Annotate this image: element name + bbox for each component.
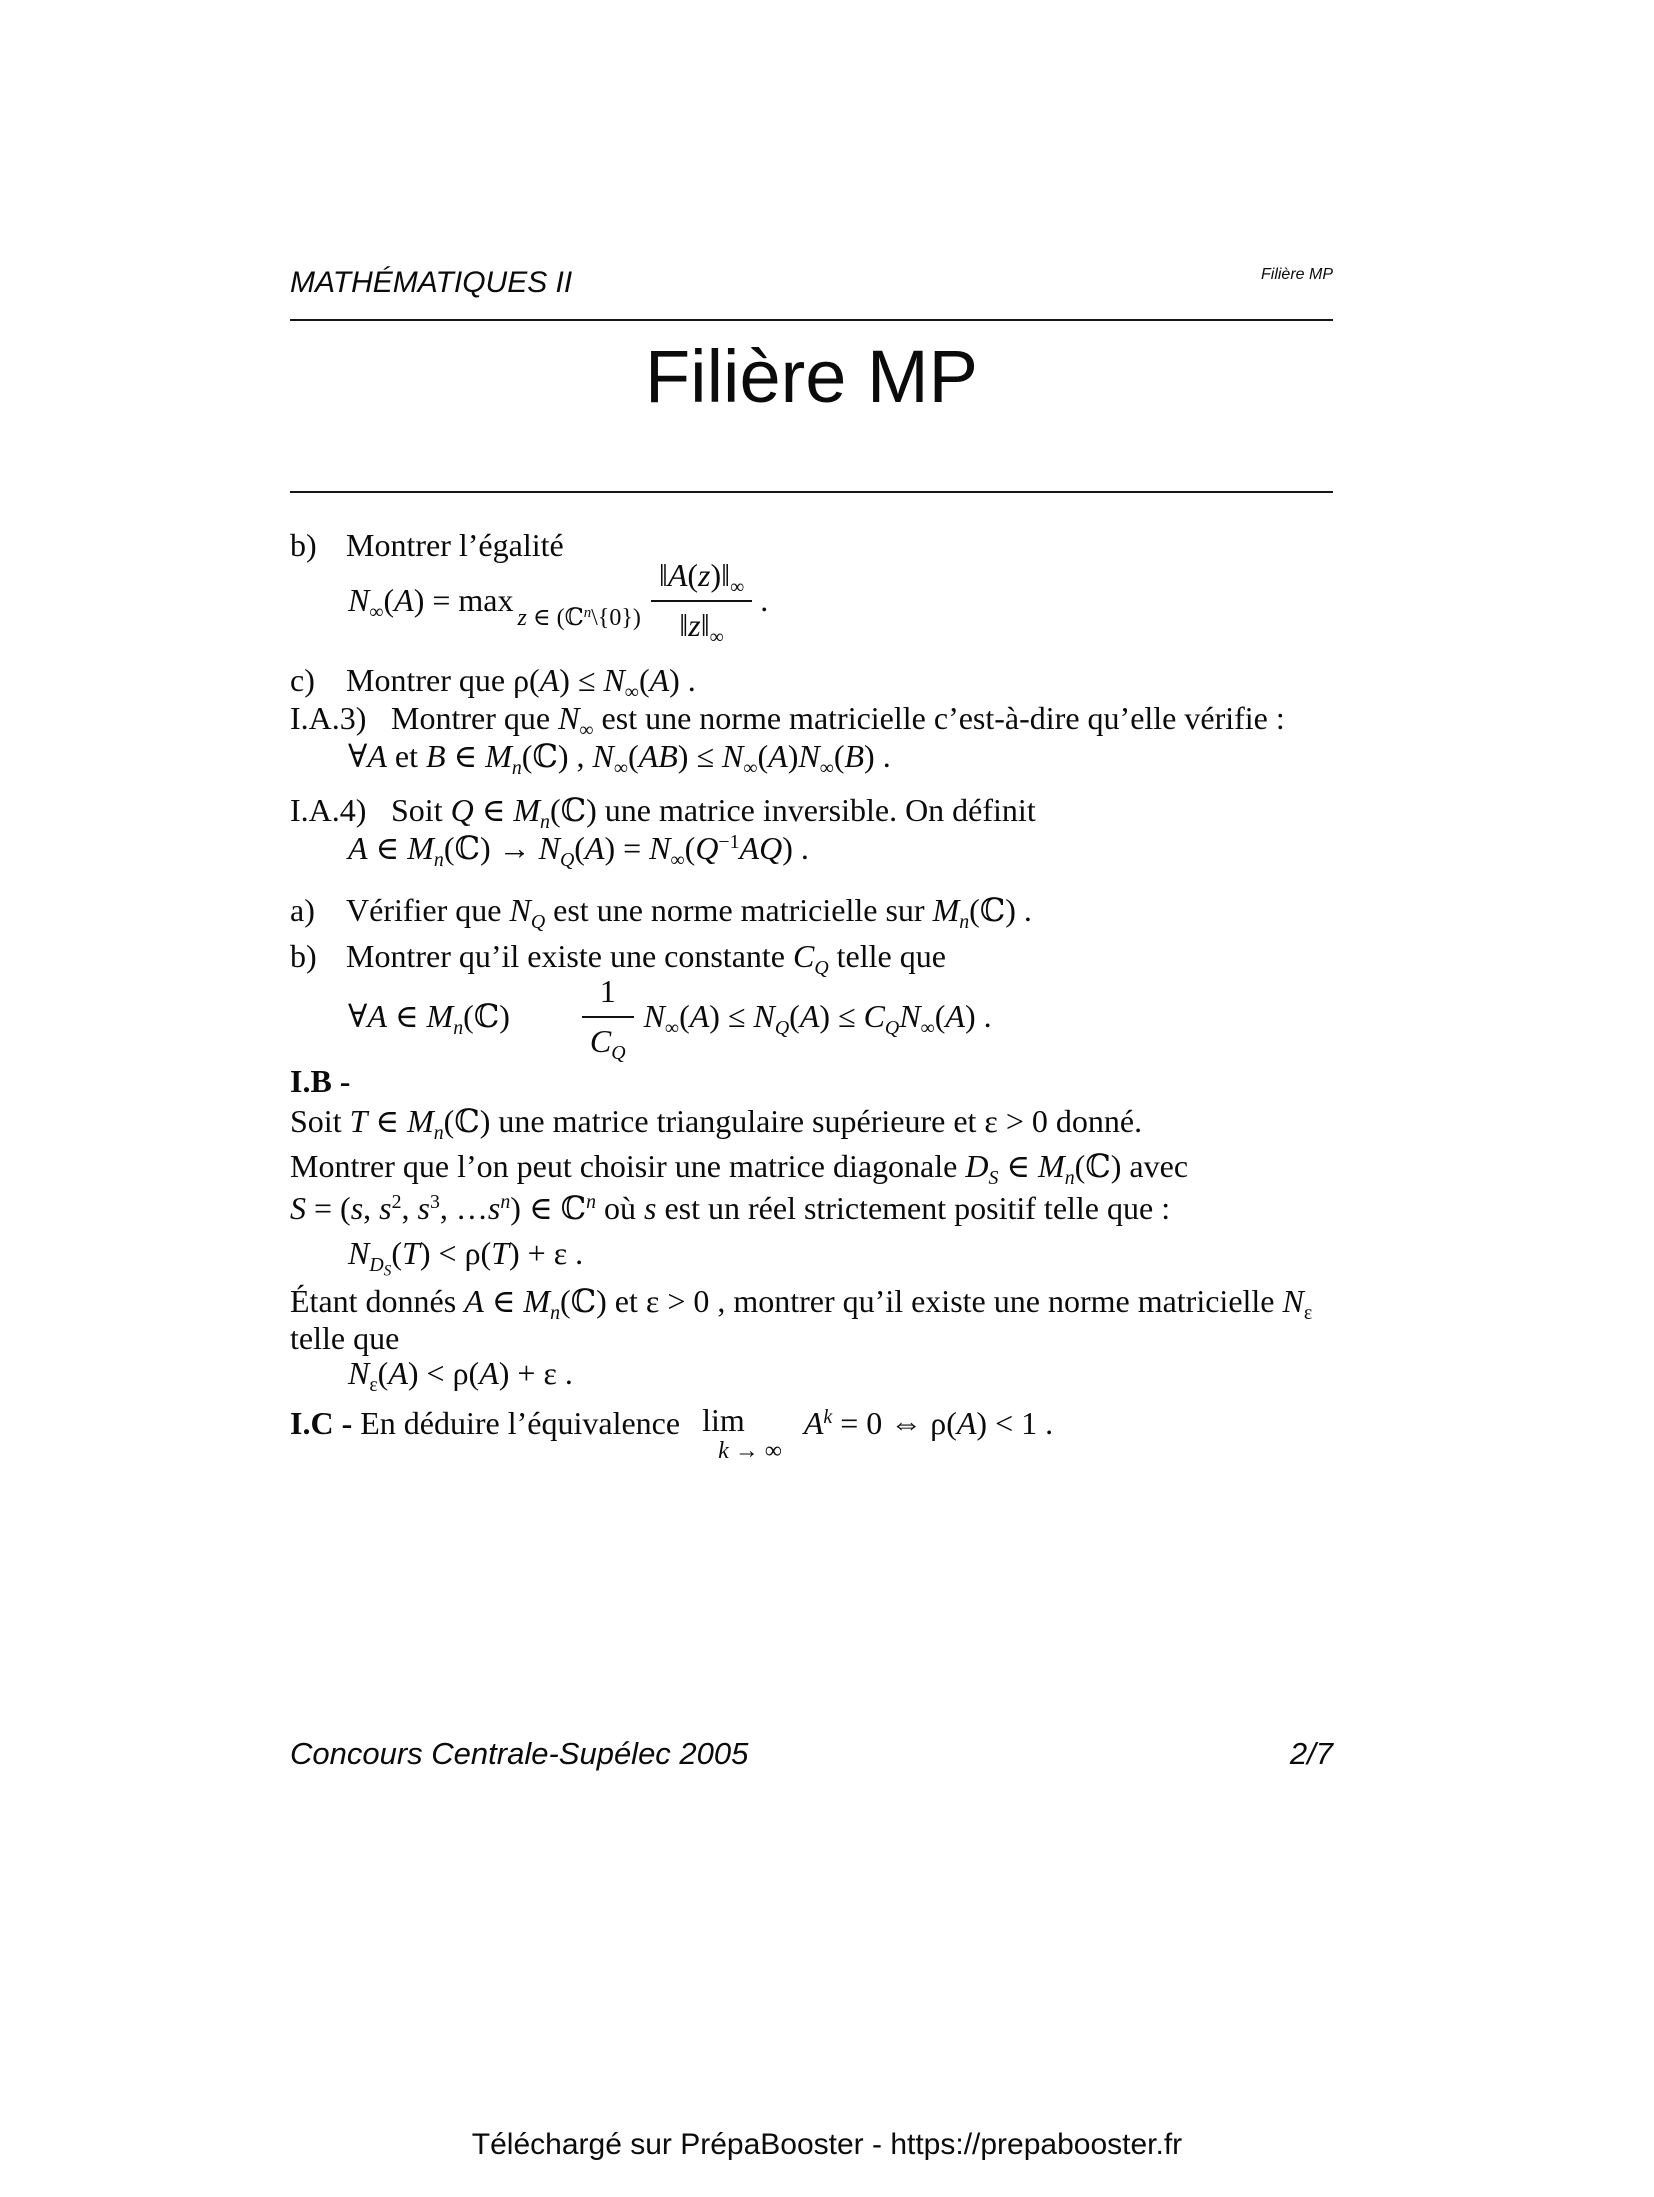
formula-nq-definition: A ∈ $M_n(ℂ) \to N_Q(A) = N_\infty(Q^{-1}AQ)$ . [348, 830, 809, 871]
header-course-title: MATHÉMATIQUES II [290, 266, 573, 299]
formula-norm-max-lhs: $N_\infty(A) = \max$ [348, 582, 514, 623]
section-ic-equivalence: $A^k = 0$ ⇔ ρ(A) < 1 . [803, 1405, 1054, 1441]
formula-nds: $N_{D_S}(T) < \rho(T) + \varepsilon$ . [348, 1235, 584, 1280]
item-c-label: c) [290, 662, 315, 698]
section-ic-text: En déduire l’équivalence [360, 1405, 681, 1441]
ib-paragraph-line1: Soit T ∈ $M_n(ℂ)$ une matrice triangulaire supérieure et ε > 0 donné. [290, 1103, 1143, 1144]
header-rule [290, 319, 1333, 321]
item-ia3-text: Montrer que $N_\infty$ est une norme matricielle c’est-à-dire qu’elle vérifie : [391, 700, 1285, 741]
formula-constant-equivalence [348, 970, 992, 1062]
item-c [290, 660, 696, 703]
item-b2-text: Montrer qu’il existe une constante $C_Q$ telle que [346, 938, 946, 979]
ib-paragraph-line2: Montrer que l’on peut choisir une matrice diagonale $D_S$ ∈ $M_n(ℂ)$ avec [290, 1148, 1189, 1189]
ib-paragraph-line5: telle que [290, 1320, 400, 1356]
limit-subscript: k → ∞ [718, 1438, 782, 1465]
title-rule [290, 491, 1333, 493]
formula-constant-rhs: $N_\infty(A) \le N_Q(A) \le C_QN_\infty(A)$ . [643, 998, 992, 1039]
item-a2 [290, 890, 1032, 933]
formula-nepsilon: $N_\varepsilon(A) < \rho(A) + \varepsilon$ . [348, 1355, 573, 1396]
fraction-denominator: $‖z‖_\infty$ [651, 600, 752, 645]
header-track-label: Filière MP [1260, 266, 1333, 283]
formula-norm-max-fraction [651, 555, 752, 648]
item-ia4-label: I.A.4) [290, 792, 367, 828]
formula-submultiplicative: ∀A et B ∈ $M_n(ℂ)$ , $N_\infty(AB) \le N_\infty(A)N_\infty(B)$ . [348, 738, 891, 779]
item-a2-text: Vérifier que $N_Q$ est une norme matricielle sur $M_n(ℂ)$ . [346, 892, 1032, 933]
item-b1-label: b) [290, 527, 317, 563]
formula-norm-max [348, 552, 768, 648]
item-c-text: Montrer que $\rho(A) \le N_\infty(A)$ . [346, 662, 696, 703]
item-ia4-text: Soit Q ∈ $M_n(ℂ)$ une matrice inversible. On définit [391, 792, 1036, 833]
fraction-numerator: $‖A(z)‖_\infty$ [658, 557, 745, 598]
formula-constant-fraction [582, 971, 634, 1064]
fraction-numerator: 1 [599, 973, 616, 1009]
formula-constant-lhs: ∀A ∈ $M_n(ℂ)$ [348, 998, 510, 1039]
limit-operator: lim [702, 1402, 745, 1438]
formula-norm-max-period: . [760, 582, 769, 618]
item-a2-label: a) [290, 892, 315, 928]
fraction-denominator: $C_Q$ [582, 1016, 634, 1061]
footer-page-number: 2/7 [1289, 1736, 1333, 1771]
item-b2-label: b) [290, 938, 317, 974]
item-ia3 [290, 698, 1285, 741]
item-ia3-label: I.A.3) [290, 700, 367, 736]
item-ia4 [290, 790, 1036, 833]
section-heading-ic: I.C - [290, 1405, 353, 1441]
section-ic-line [290, 1403, 1053, 1465]
ib-paragraph-line3: S = (s, $s^2$, $s^3$, $\dots s^n$) ∈ ℂ$^n$ où s est un réel strictement positif telle que : [290, 1190, 1171, 1226]
item-b1-text: Montrer l’égalité [346, 527, 564, 563]
download-note: Téléchargé sur PrépaBooster - https://prepabooster.fr [471, 2128, 1183, 2161]
footer-exam-name: Concours Centrale-Supélec 2005 [290, 1736, 749, 1771]
ib-paragraph-line4: Étant donnés A ∈ $M_n(ℂ)$ et ε > 0 , montrer qu’il existe une norme matricielle $N_\varepsilon$ [290, 1283, 1313, 1324]
formula-norm-max-limit: z ∈ (ℂ$^n$\{0}) [517, 604, 641, 631]
limit-stack [702, 1403, 782, 1465]
section-heading-ib: I.B - [290, 1063, 351, 1099]
page-title: Filière MP [644, 335, 979, 418]
